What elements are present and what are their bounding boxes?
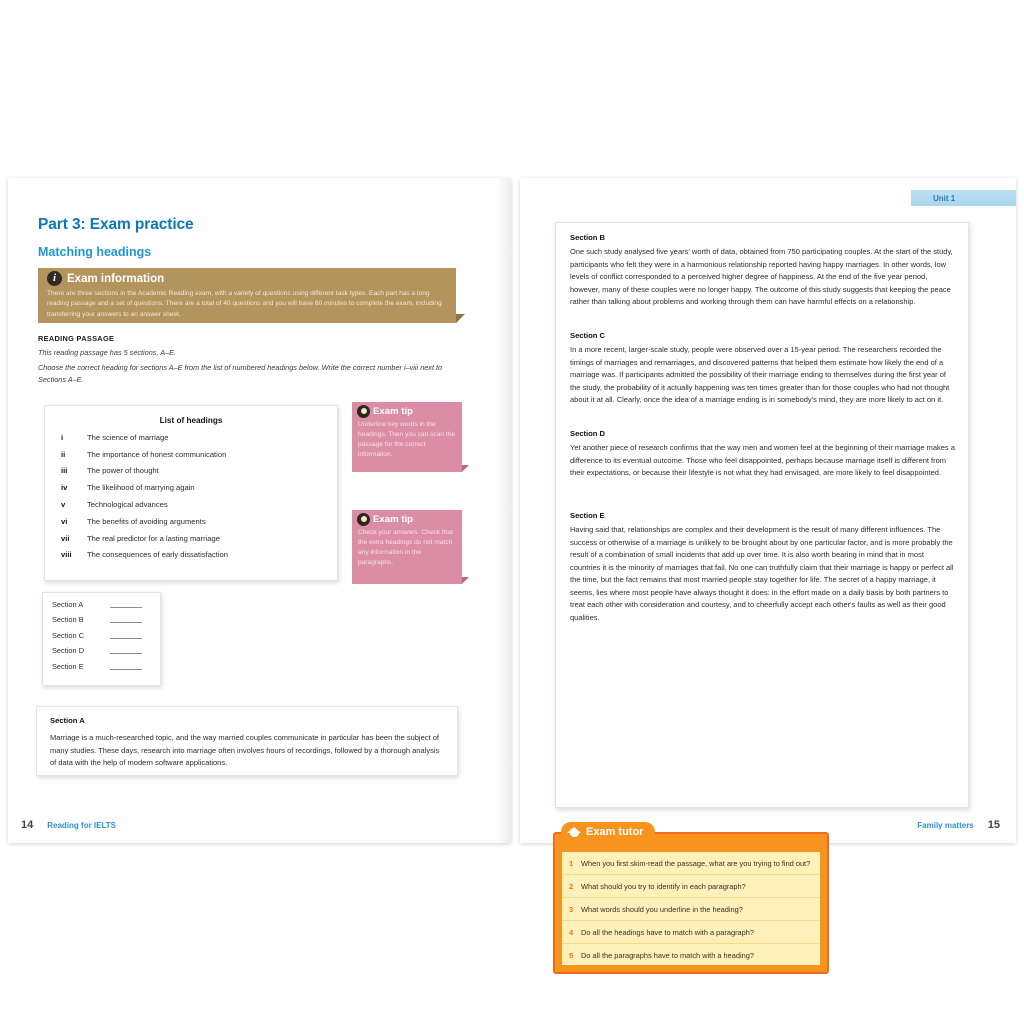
question-number: 2	[569, 881, 574, 891]
section-body: Yet another piece of research confirms that the way men and women feel at the beginning of their marriage makes a difference to its eventual outcome. Those who feel disappointed, perhaps because marriage itself is different from their expectations, or because their lifestyle is not what they had envisaged, are more likely to feel disappointed.	[570, 443, 955, 478]
section-title: Section B	[570, 233, 606, 242]
list-item	[61, 526, 337, 543]
heading-text: The science of marriage	[87, 432, 169, 442]
section-title: Section C	[570, 331, 606, 340]
heading-numeral: vii	[61, 533, 70, 543]
exam-tutor-box	[553, 826, 829, 974]
exam-tip-header-2	[357, 513, 413, 526]
reading-passage-card	[555, 222, 969, 808]
exam-tip-box-2	[352, 510, 462, 584]
answer-row[interactable]	[52, 640, 160, 656]
exam-tip-body: Check your answers. Check that the extra headings do not match any information in the paragraphs.	[358, 529, 453, 566]
heading-numeral: i	[61, 432, 64, 442]
footer-title-left: Reading for IELTS	[47, 821, 116, 830]
list-item	[61, 475, 337, 492]
answer-label: Section B	[52, 615, 84, 624]
exam-information-box	[38, 268, 456, 323]
footer-right	[917, 819, 1000, 831]
reading-passage-label: READING PASSAGE	[38, 334, 115, 343]
graduation-cap-icon	[567, 827, 582, 838]
exam-tip-title: Exam tip	[373, 406, 413, 417]
unit-tab-label: Unit 1	[933, 193, 956, 203]
answer-blank[interactable]	[110, 638, 142, 639]
page-title: Part 3: Exam practice	[38, 216, 194, 233]
question-number: 4	[569, 927, 574, 937]
question-number: 3	[569, 904, 574, 914]
section-a-title: Section A	[50, 716, 85, 725]
list-item	[562, 898, 820, 921]
footer-title-right: Family matters	[917, 821, 974, 830]
reading-passage-line1: This reading passage has 5 sections, A–E.	[38, 348, 177, 357]
answer-row[interactable]	[52, 655, 160, 671]
exam-tutor-title: Exam tutor	[586, 826, 644, 838]
exam-information-header	[47, 271, 164, 286]
answer-row[interactable]	[52, 609, 160, 625]
heading-text: The consequences of early dissatisfaction	[87, 550, 228, 560]
section-e	[570, 511, 955, 624]
list-of-headings-title: List of headings	[159, 416, 223, 425]
list-item	[61, 492, 337, 509]
unit-tab[interactable]	[911, 190, 1016, 206]
page-number-right: 15	[987, 819, 1000, 831]
section-title: Section D	[570, 429, 606, 438]
list-item	[61, 509, 337, 526]
heading-numeral: iii	[61, 466, 68, 476]
question-number: 5	[569, 950, 574, 960]
question-number: 1	[569, 858, 574, 868]
list-item	[562, 944, 820, 966]
heading-text: The likelihood of marrying again	[87, 483, 195, 493]
heading-numeral: v	[61, 499, 66, 509]
section-a-card	[36, 706, 458, 776]
heading-numeral: ii	[61, 449, 66, 459]
info-icon: i	[47, 271, 62, 286]
lightbulb-icon	[357, 513, 370, 526]
list-of-headings-card	[44, 405, 338, 581]
section-subtitle: Matching headings	[38, 245, 152, 259]
exam-tip-title: Exam tip	[373, 514, 413, 525]
exam-tutor-header	[561, 822, 655, 842]
list-item	[61, 425, 337, 442]
answer-blank[interactable]	[110, 653, 142, 654]
exam-information-title: Exam information	[67, 272, 165, 285]
question-text: What should you try to identify in each paragraph?	[581, 881, 746, 891]
heading-text: The benefits of avoiding arguments	[87, 516, 206, 526]
exam-tip-body: Underline key words in the headings. Then you can scan the passage for the correct information.	[358, 421, 456, 458]
heading-text: Technological advances	[87, 499, 168, 509]
section-body: In a more recent, larger-scale study, people were observed over a 15-year period. The researchers recorded the timings of marriages and remarriages, and discovered patterns that helped them estimate how likely the end of a marriage was. If participants admitted the possibility of their marriage ending to themselves during the first year of the study, the probability of it actually happening was ten times greater than for those couples who had not thought about it at all. Clearly, once the idea of a marriage ending is in somebody's mind, they are more likely to act on it.	[570, 345, 950, 405]
exam-tutor-questions	[562, 852, 820, 965]
lightbulb-icon	[357, 405, 370, 418]
answer-row[interactable]	[52, 624, 160, 640]
answer-label: Section A	[52, 599, 84, 609]
heading-text: The real predictor for a lasting marriage	[87, 533, 220, 543]
list-item	[562, 875, 820, 898]
list-item	[61, 459, 337, 476]
heading-numeral: iv	[61, 483, 68, 493]
heading-numeral: viii	[61, 550, 72, 560]
section-body: One such study analysed five years' worth of data, obtained from 750 participating couples. At the start of the study, participants who felt they were in a harmonious relationship reported having happy marriages. In other words, low levels of conflict corresponded to a perceived higher degree of happiness. At the end of the five year period, however, many of these couples were no longer happy. The outcome of this study suggests that keeping the peace rather than talking about problems and working through them can have harmful effects on a relationship.	[570, 247, 953, 307]
right-page	[520, 178, 1016, 960]
question-text: What words should you underline in the heading?	[581, 904, 743, 914]
section-title: Section E	[570, 511, 605, 520]
section-c	[570, 331, 955, 407]
answer-label: Section E	[52, 661, 84, 671]
section-answers-card	[42, 592, 161, 686]
answer-blank[interactable]	[110, 622, 142, 623]
page-number-left: 14	[21, 819, 34, 831]
heading-text: The power of thought	[87, 466, 159, 476]
section-body: Having said that, relationships are complex and their development is the result of many different influences. The success or otherwise of a marriage is unlikely to be brought about by one particular factor, and is more probably the result of a combination of small incidents that add up over time. It is also worth bearing in mind that in most countries it is the minority of marriages that fail. No one can truthfully claim that their marriage is happy or perfect all the time, but the fact remains that most married people stay together for life. The secret of a happy marriage, it seems, lies where most people have always thought it does: in the effort made on a daily basis by both partners to treat each other with consideration and courtesy, and to cheerfully accept each other's faults as well as their good qualities.	[570, 525, 954, 622]
heading-text: The importance of honest communication	[87, 449, 227, 459]
answer-row[interactable]	[52, 593, 160, 609]
question-text: Do all the headings have to match with a paragraph?	[581, 927, 754, 937]
answer-blank[interactable]	[110, 607, 142, 608]
list-item	[61, 442, 337, 459]
list-item	[562, 852, 820, 875]
exam-tip-header-1	[357, 405, 413, 418]
exam-information-body: There are three sections in the Academic Reading exam, with a variety of questions using different task types. Each part has a long reading passage and a set of questions. There are a total of 40 questions and you will have 60 minutes to complete the exam, including transferring your answers to an answer sheet.	[47, 290, 442, 318]
answer-label: Section C	[52, 630, 85, 640]
heading-numeral: vi	[61, 516, 68, 526]
question-text: Do all the paragraphs have to match with a heading?	[581, 950, 754, 960]
list-item	[61, 543, 337, 560]
answer-blank[interactable]	[110, 669, 142, 670]
reading-passage-line2: Choose the correct heading for sections A–E from the list of numbered headings below. Write the correct number i–viii next to Sections A–E.	[38, 363, 443, 384]
section-a-body: Marriage is a much-researched topic, and the way married couples communicate in particular has been the subject of many studies. These days, research into marriage often involves hours of recordings, followed by a thorough analysis of data with the help of modern software applications.	[50, 733, 440, 768]
section-b	[570, 233, 955, 309]
question-text: When you first skim-read the passage, what are you trying to find out?	[581, 858, 811, 868]
exam-tip-box-1	[352, 402, 462, 472]
list-item	[562, 921, 820, 944]
section-d	[570, 429, 955, 480]
answer-label: Section D	[52, 646, 85, 655]
